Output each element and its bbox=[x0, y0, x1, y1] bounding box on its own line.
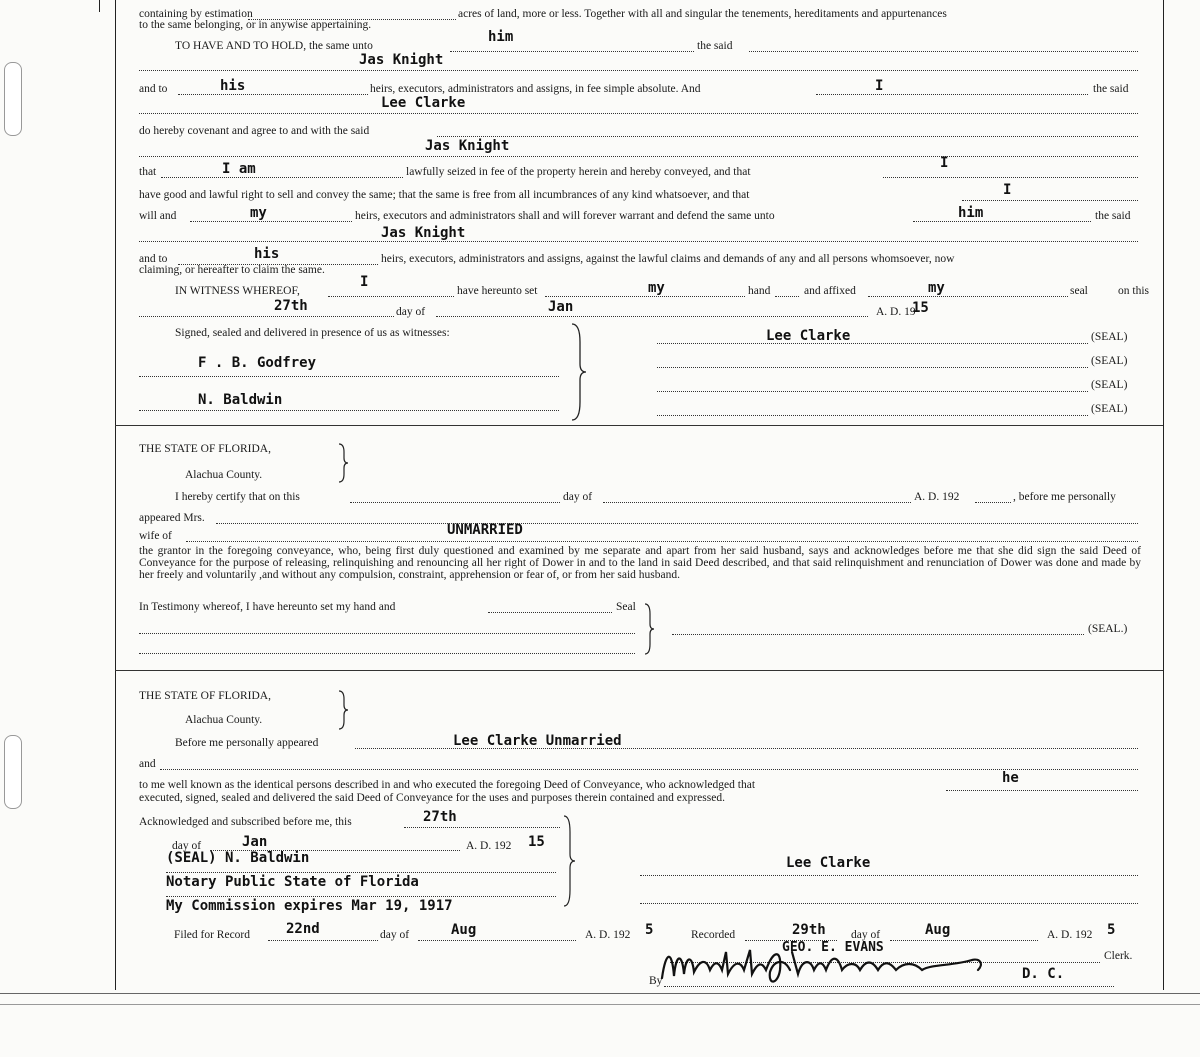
ack-county: Alachua County. bbox=[185, 714, 263, 726]
deed-day-of: day of bbox=[396, 306, 426, 318]
rec-month: Aug bbox=[925, 922, 951, 938]
i-3: I bbox=[1003, 182, 1012, 198]
rec-year: 5 bbox=[1107, 922, 1116, 938]
deed-month: Jan bbox=[548, 299, 574, 315]
dower-brace bbox=[336, 442, 352, 484]
notary-line3: My Commission expires Mar 19, 1917 bbox=[166, 898, 453, 914]
that-label: that bbox=[139, 166, 157, 178]
deed-ad: A. D. 19 bbox=[876, 306, 916, 318]
ack-before-me: Before me personally appeared bbox=[175, 737, 319, 749]
ack-state: THE STATE OF FLORIDA, bbox=[139, 690, 271, 702]
left-margin-rule-2 bbox=[99, 0, 100, 12]
deed-day: 27th bbox=[274, 298, 308, 314]
ack-day-of: day of bbox=[172, 840, 202, 852]
ack-ad: A. D. 192 bbox=[466, 840, 512, 852]
deed-line1-start: containing by estimation bbox=[139, 8, 253, 20]
notary-line2: Notary Public State of Florida bbox=[166, 874, 419, 890]
covenant-text: do hereby covenant and agree to and with the said bbox=[139, 125, 370, 137]
filed-month: Aug bbox=[451, 922, 477, 938]
left-margin-rule bbox=[115, 0, 116, 990]
filed-ad: A. D. 192 bbox=[585, 929, 631, 941]
deed-year: 15 bbox=[912, 300, 929, 316]
dower-wife-of: wife of bbox=[139, 530, 172, 542]
ack-month: Jan bbox=[242, 834, 268, 850]
rec-day-of: day of bbox=[851, 929, 881, 941]
binder-hole-bottom bbox=[4, 735, 22, 809]
ack-well-known: to me well known as the identical persons described in and who executed the foregoing Deed of Conveyance, who acknowledged that bbox=[139, 779, 756, 791]
dower-certify: I hereby certify that on this bbox=[175, 491, 300, 503]
dower-seal-right: (SEAL.) bbox=[1088, 623, 1128, 635]
witness-brace bbox=[568, 322, 590, 422]
i-4: I bbox=[360, 274, 369, 290]
dower-appeared: appeared Mrs. bbox=[139, 512, 205, 524]
rec-day: 29th bbox=[792, 922, 826, 938]
ack-acknowledged: Acknowledged and subscribed before me, this bbox=[139, 816, 352, 828]
lawfully-text: lawfully seized in fee of the property herein and hereby conveyed, and that bbox=[406, 166, 751, 178]
seal-2: (SEAL) bbox=[1091, 355, 1128, 367]
filed-year: 5 bbox=[645, 922, 654, 938]
i-am: I am bbox=[222, 161, 256, 177]
rec-ad: A. D. 192 bbox=[1047, 929, 1093, 941]
deed-signer: Lee Clarke bbox=[766, 328, 851, 344]
grantee-3: Jas Knight bbox=[381, 225, 466, 241]
seal-3: (SEAL) bbox=[1091, 379, 1128, 391]
ack-and: and bbox=[139, 758, 156, 770]
good-right-text: have good and lawful right to sell and convey the same; that the same is free from all incumbrances of any kind whatsoever, and that bbox=[139, 189, 750, 201]
seal-label: seal bbox=[1070, 285, 1088, 297]
clerk-name: GEO. E. EVANS bbox=[782, 940, 884, 955]
deed-line1-mid: acres of land, more or less. Together with all and singular the tenements, hereditaments and appurtenances bbox=[458, 8, 947, 20]
grantee-2: Jas Knight bbox=[425, 138, 510, 154]
him-2: him bbox=[958, 205, 984, 221]
heirs-1: heirs, executors, administrators and assigns, in fee simple absolute. And bbox=[370, 83, 701, 95]
dower-day-of: day of bbox=[563, 491, 593, 503]
recorded-label: Recorded bbox=[691, 929, 736, 941]
signed-sealed: Signed, sealed and delivered in presence of us as witnesses: bbox=[175, 327, 450, 339]
dower-state: THE STATE OF FLORIDA, bbox=[139, 443, 271, 455]
warrant-text: heirs, executors and administrators shall and will forever warrant and defend the same unto bbox=[355, 210, 775, 222]
ack-he: he bbox=[1002, 770, 1019, 786]
deputy-signature bbox=[652, 940, 992, 992]
deed-line2: to the same belonging, or in anywise appertaining. bbox=[139, 19, 372, 31]
ack-brace bbox=[336, 689, 352, 731]
my-1: my bbox=[250, 205, 267, 221]
claims-text: heirs, executors, administrators and assigns, against the lawful claims and demands of any and all persons whomsoever, now bbox=[381, 253, 955, 265]
section-divider-1 bbox=[115, 425, 1163, 426]
by-label: By bbox=[649, 975, 663, 987]
grantee-1: Jas Knight bbox=[359, 52, 444, 68]
dower-ad: A. D. 192 bbox=[914, 491, 960, 503]
ack-day: 27th bbox=[423, 809, 457, 825]
my-3: my bbox=[928, 280, 945, 296]
dower-seal-brace bbox=[642, 602, 658, 656]
his-1: his bbox=[220, 78, 246, 94]
ack-executed: executed, signed, sealed and delivered the said Deed of Conveyance for the uses and purposes therein contained and expressed. bbox=[139, 792, 725, 804]
filed-day: 22nd bbox=[286, 921, 320, 937]
dower-unmarried: UNMARRIED bbox=[447, 522, 523, 538]
the-said-2: the said bbox=[1093, 83, 1129, 95]
ack-appeared-value: Lee Clarke Unmarried bbox=[453, 733, 622, 749]
seal-4: (SEAL) bbox=[1091, 403, 1128, 415]
his-2: his bbox=[254, 246, 280, 262]
have-hereunto: have hereunto set bbox=[457, 285, 538, 297]
i-2: I bbox=[940, 155, 949, 171]
witness-2: N. Baldwin bbox=[198, 392, 283, 408]
seal-1: (SEAL) bbox=[1091, 331, 1128, 343]
dower-seal: Seal bbox=[616, 601, 636, 613]
witness-label: IN WITNESS WHEREOF, bbox=[175, 285, 300, 297]
page-bottom-rule-2 bbox=[0, 1004, 1200, 1005]
habendum-him: him bbox=[488, 29, 514, 45]
grantor-1: Lee Clarke bbox=[381, 95, 466, 111]
dower-testimony: In Testimony whereof, I have hereunto set my hand and bbox=[139, 601, 396, 613]
right-margin-rule bbox=[1163, 0, 1164, 990]
and-affixed: and affixed bbox=[804, 285, 856, 297]
ack-signer: Lee Clarke bbox=[786, 855, 871, 871]
filed-day-of: day of bbox=[380, 929, 410, 941]
will-and: will and bbox=[139, 210, 177, 222]
dower-paragraph: the grantor in the foregoing conveyance, who, being first duly questioned and examined by me separate and apart from her said husband, says and acknowledges before me that she did sign the said Deed of Conveyance for the purpose of releasing, relinquishing and renouncing all her right of Dower in and to the land in said Deed described, and that said relinquishment and renunciation of Dower was done and made by her freely and voluntarily ,and without any compulsion, constraint, apprehension or fear of, or from her said husband. bbox=[139, 545, 1141, 581]
page-bottom-rule bbox=[0, 993, 1200, 994]
section-divider-2 bbox=[115, 670, 1163, 671]
the-said-1: the said bbox=[697, 40, 733, 52]
dower-county: Alachua County. bbox=[185, 469, 263, 481]
claims-text-2: claiming, or hereafter to claim the same. bbox=[139, 264, 325, 276]
dower-before-me: , before me personally bbox=[1013, 491, 1116, 503]
ack-brace-2 bbox=[560, 814, 580, 908]
i-1: I bbox=[875, 78, 884, 94]
deputy-clerk-label: D. C. bbox=[1022, 966, 1065, 982]
and-to-2: and to bbox=[139, 253, 168, 265]
filed-label: Filed for Record bbox=[174, 929, 251, 941]
the-said-3: the said bbox=[1095, 210, 1131, 222]
notary-line1: (SEAL) N. Baldwin bbox=[166, 850, 310, 866]
witness-1: F . B. Godfrey bbox=[198, 355, 317, 371]
binder-hole-top bbox=[4, 62, 22, 136]
clerk-label: Clerk. bbox=[1104, 950, 1133, 962]
on-this: on this bbox=[1118, 285, 1149, 297]
hand-label: hand bbox=[748, 285, 771, 297]
ack-year: 15 bbox=[528, 834, 545, 850]
habendum-label: TO HAVE AND TO HOLD, the same unto bbox=[175, 40, 373, 52]
my-2: my bbox=[648, 280, 665, 296]
and-to-1: and to bbox=[139, 83, 168, 95]
